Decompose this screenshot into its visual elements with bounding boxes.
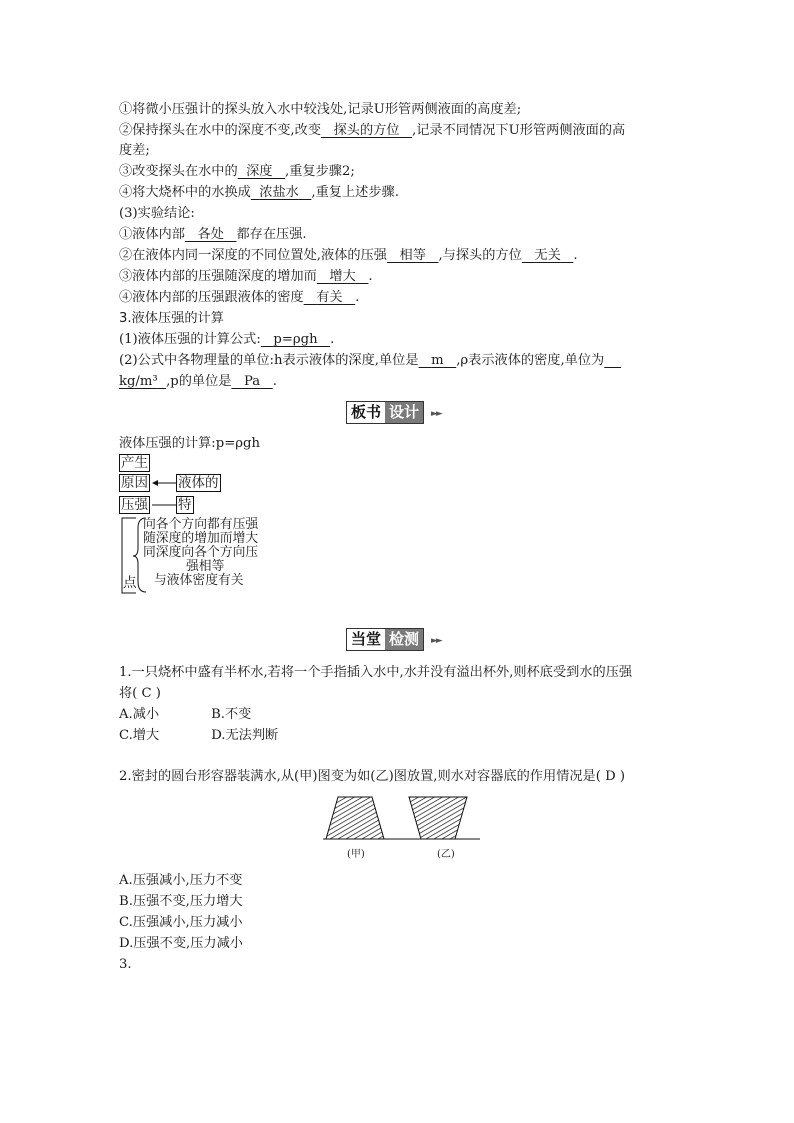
question-2: 2.密封的圆台形容器装满水,从(甲)图变为如(乙)图放置,则水对容器底的作用情况是( D ) [119, 769, 625, 784]
q2-option-b: B.压强不变,压力增大 [119, 894, 243, 909]
container-figure [318, 790, 488, 862]
q1-options-row2 [119, 727, 278, 745]
box-dian: 点 [123, 575, 137, 591]
question-1: 1.一只烧杯中盛有半杯水,若将一个手指插入水中,水并没有溢出杯外,则杯底受到水的压强 [119, 665, 633, 680]
box-te: 特 [178, 497, 192, 513]
blank-answer: 无关 [534, 248, 561, 263]
feature-3-cont: 强相等 [186, 559, 225, 574]
box-yuanyin: 原因 [121, 475, 148, 491]
feature-1: 向各个方向都有压强 [143, 517, 259, 532]
q1-option-c: C.增大 [119, 728, 160, 743]
step-1: ①将微小压强计的探头放入水中较浅处,记录U形管两侧液面的高度差; [119, 102, 522, 117]
blank-answer: p=ρgh [273, 332, 318, 347]
blank-answer: Pa [244, 374, 261, 389]
calc-units-cont: kg/m³ ,p的单位是 Pa . [119, 374, 277, 389]
q2-option-a: A.压强减小,压力不变 [119, 873, 243, 888]
calc-title: 3.液体压强的计算 [119, 311, 224, 326]
blank-answer: 深度 [246, 164, 273, 179]
container-yi [409, 797, 467, 839]
blank-answer: 增大 [329, 269, 356, 284]
arrow-head-icon [152, 480, 158, 486]
feature-3: 同深度向各个方向压 [143, 545, 259, 560]
q1-option-d: D.无法判断 [211, 728, 279, 743]
q1-option-a: A.减小 [119, 707, 160, 722]
question-3: 3. [119, 957, 132, 972]
box-chansheng: 产生 [121, 455, 148, 471]
board-design-header: 板书 设计 [346, 401, 424, 424]
box-yeti: 液体的 [178, 475, 219, 491]
conclusion-4: ④液体内部的压强跟液体的密度 有关 . [119, 290, 360, 305]
conclusion-3: ③液体内部的压强随深度的增加而 增大 . [119, 269, 373, 284]
feature-2: 随深度的增加而增大 [143, 531, 259, 546]
blank-answer: 浓盐水 [259, 185, 299, 200]
calc-units: (2)公式中各物理量的单位:h表示液体的深度,单位是 m ,ρ表示液体的密度,单位为 [119, 352, 621, 370]
box-yaqiang: 压强 [121, 497, 148, 513]
container-jia [326, 797, 384, 839]
q2-option-c: C.压强减小,压力减小 [119, 915, 243, 930]
double-arrow-icon: ►► [431, 409, 441, 419]
double-arrow-icon: ►► [431, 636, 441, 646]
q1-options-row1 [119, 706, 251, 724]
blank-answer: kg/m³ [119, 374, 158, 389]
conclusion-1: ①液体内部 各处 都存在压强. [119, 227, 307, 242]
fig-label-jia: (甲) [347, 849, 365, 860]
blank-answer: 各处 [197, 227, 224, 242]
question-1-cont: 将( C ) [119, 686, 161, 701]
blank-answer: m [431, 353, 444, 368]
conclusion-heading: (3)实验结论: [119, 206, 195, 221]
fig-label-yi: (乙) [437, 849, 455, 860]
blank-answer: 相等 [399, 248, 426, 263]
q2-option-d: D.压强不变,压力减小 [119, 936, 243, 951]
step-3: ③改变探头在水中的 深度 ,重复步骤2; [119, 164, 355, 179]
conclusion-2: ②在液体内同一深度的不同位置处,液体的压强 相等 ,与探头的方位 无关 . [119, 248, 578, 263]
board-formula: 液体压强的计算:p=ρgh [119, 436, 260, 451]
feature-4: 与液体密度有关 [154, 573, 244, 588]
step-4: ④将大烧杯中的水换成 浓盐水 ,重复上述步骤. [119, 185, 399, 200]
calc-formula: (1)液体压强的计算公式: p=ρgh . [119, 332, 335, 347]
q1-option-b: B.不变 [211, 707, 252, 722]
blank-answer: 有关 [316, 290, 343, 305]
test-header: 当堂 检测 [346, 628, 424, 651]
step-2-cont: 度差; [119, 143, 150, 158]
step-2: ②保持探头在水中的深度不变,改变 探头的方位 ,记录不同情况下U形管两侧液面的高 [119, 123, 626, 138]
blank-answer: 探头的方位 [333, 123, 400, 138]
